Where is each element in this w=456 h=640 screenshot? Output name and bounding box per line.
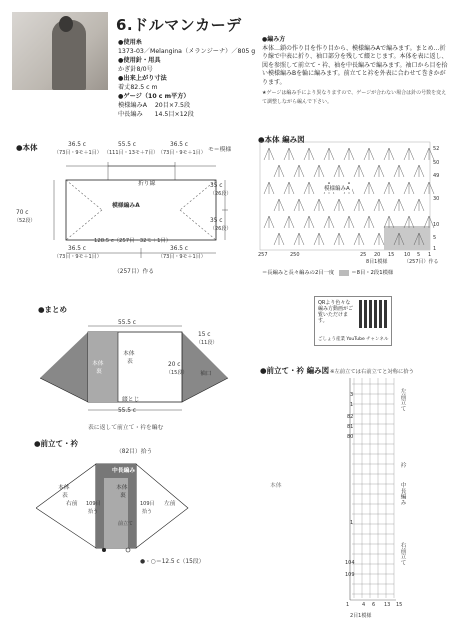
stitch-fan [424,182,434,194]
stitch-fan [324,148,334,160]
stitch-fan [394,165,404,177]
chart-a-title: ●本体 編み図 [258,135,305,144]
front-diagram [36,452,236,562]
stitch-fan [404,148,414,160]
stitch-fan [324,216,334,228]
page-title: 6.ドルマンカーデ [116,16,242,34]
stitch-fan [364,182,374,194]
chart-a-legend: ＝長編みと長々編みの2目一度 ＝8目・2段1模様 [262,270,394,276]
gauge-row-1: 模様編みA 20目×7.5段 [118,102,191,109]
stitch-fan [334,199,344,211]
stitch-fan [304,216,314,228]
stitch-fan [384,182,394,194]
stitch-fan [284,148,294,160]
size-title: ●出来上がり寸法 [118,75,167,82]
stitch-fan [304,148,314,160]
front-title: ●前立て・衿 [34,439,79,448]
body-section-title: ●本体 [16,143,38,152]
stitch-fan [314,165,324,177]
model-photo [12,12,108,90]
body-diagram [10,148,250,278]
stitch-fan [314,199,324,211]
stitch-fan [264,216,274,228]
assembly-title: ●まとめ [38,305,68,314]
size-value: 着丈82.5 c m [118,84,158,91]
stitch-fan [284,182,294,194]
method-block [262,36,448,106]
stitch-fan [354,199,364,211]
qr-code[interactable] [359,300,387,328]
stitch-fan [374,233,384,245]
stitch-fan [374,165,384,177]
yarn-value: 1373-03／Melangina（メランジーナ）／805 g [118,48,256,55]
qr-channel: ごしょう産業 YouTube チャンネル [318,337,389,342]
qr-text: QRより色々な編み方動画がご覧いただけます。 [318,300,354,324]
stitch-fan [354,165,364,177]
tools-title: ●使用針・用具 [118,57,161,64]
stitch-fan [304,182,314,194]
stitch-fan [264,182,274,194]
stitch-fan [344,216,354,228]
stitch-fan [374,199,384,211]
method-note: ★ゲージは編み手により異なりますので、ゲージが合わない場合は針の号数を変えて調整しながら編んで下さい。 [262,90,447,105]
stitch-fan [354,233,364,245]
gauge-title: ●ゲージ（10 c m平方） [118,93,190,100]
qr-box[interactable] [314,296,392,346]
yarn-title: ●使用糸 [118,39,142,46]
chart-a-grid [258,140,450,258]
pattern-a-label: 模様編みA [112,203,140,209]
chart-b-title: ●前立て・衿 編み図 [260,366,330,375]
model-head [59,16,73,32]
method-body: 本体…鎖の作り目を作り目から、模様編みAで編みます。まとめ…折り線で中表に折り、袖口部分を残して綴とじます。本体を表に返し、図を参照して前立て・衿、袖を中長編みで編みます。袖口から目を拾い模様編みBを輪に編みます。前立てと衿を外表に合わせて巻きかがります。 [262,44,448,86]
stitch-fan [274,165,284,177]
stitch-fan [284,216,294,228]
stitch-fan [264,148,274,160]
stitch-fan [404,182,414,194]
stitch-fan [274,233,284,245]
tools-value: かぎ針8/0号 [118,66,153,73]
stitch-fan [274,199,284,211]
stitch-fan [364,148,374,160]
stitch-fan [294,199,304,211]
stitch-fan [384,148,394,160]
materials-block [118,38,258,119]
gauge-row-2: 中長編み 14.5目×12段 [118,111,194,118]
stitch-fan [414,165,424,177]
stitch-fan [314,233,324,245]
stitch-fan [344,148,354,160]
stitch-fan [294,233,304,245]
stitch-fan [334,233,344,245]
stitch-fan [294,165,304,177]
method-title: ●編み方 [262,36,286,43]
legend-box [339,270,349,276]
stitch-fan [334,165,344,177]
stitch-fan [364,216,374,228]
stitch-fan [394,199,404,211]
stitch-fan [414,199,424,211]
